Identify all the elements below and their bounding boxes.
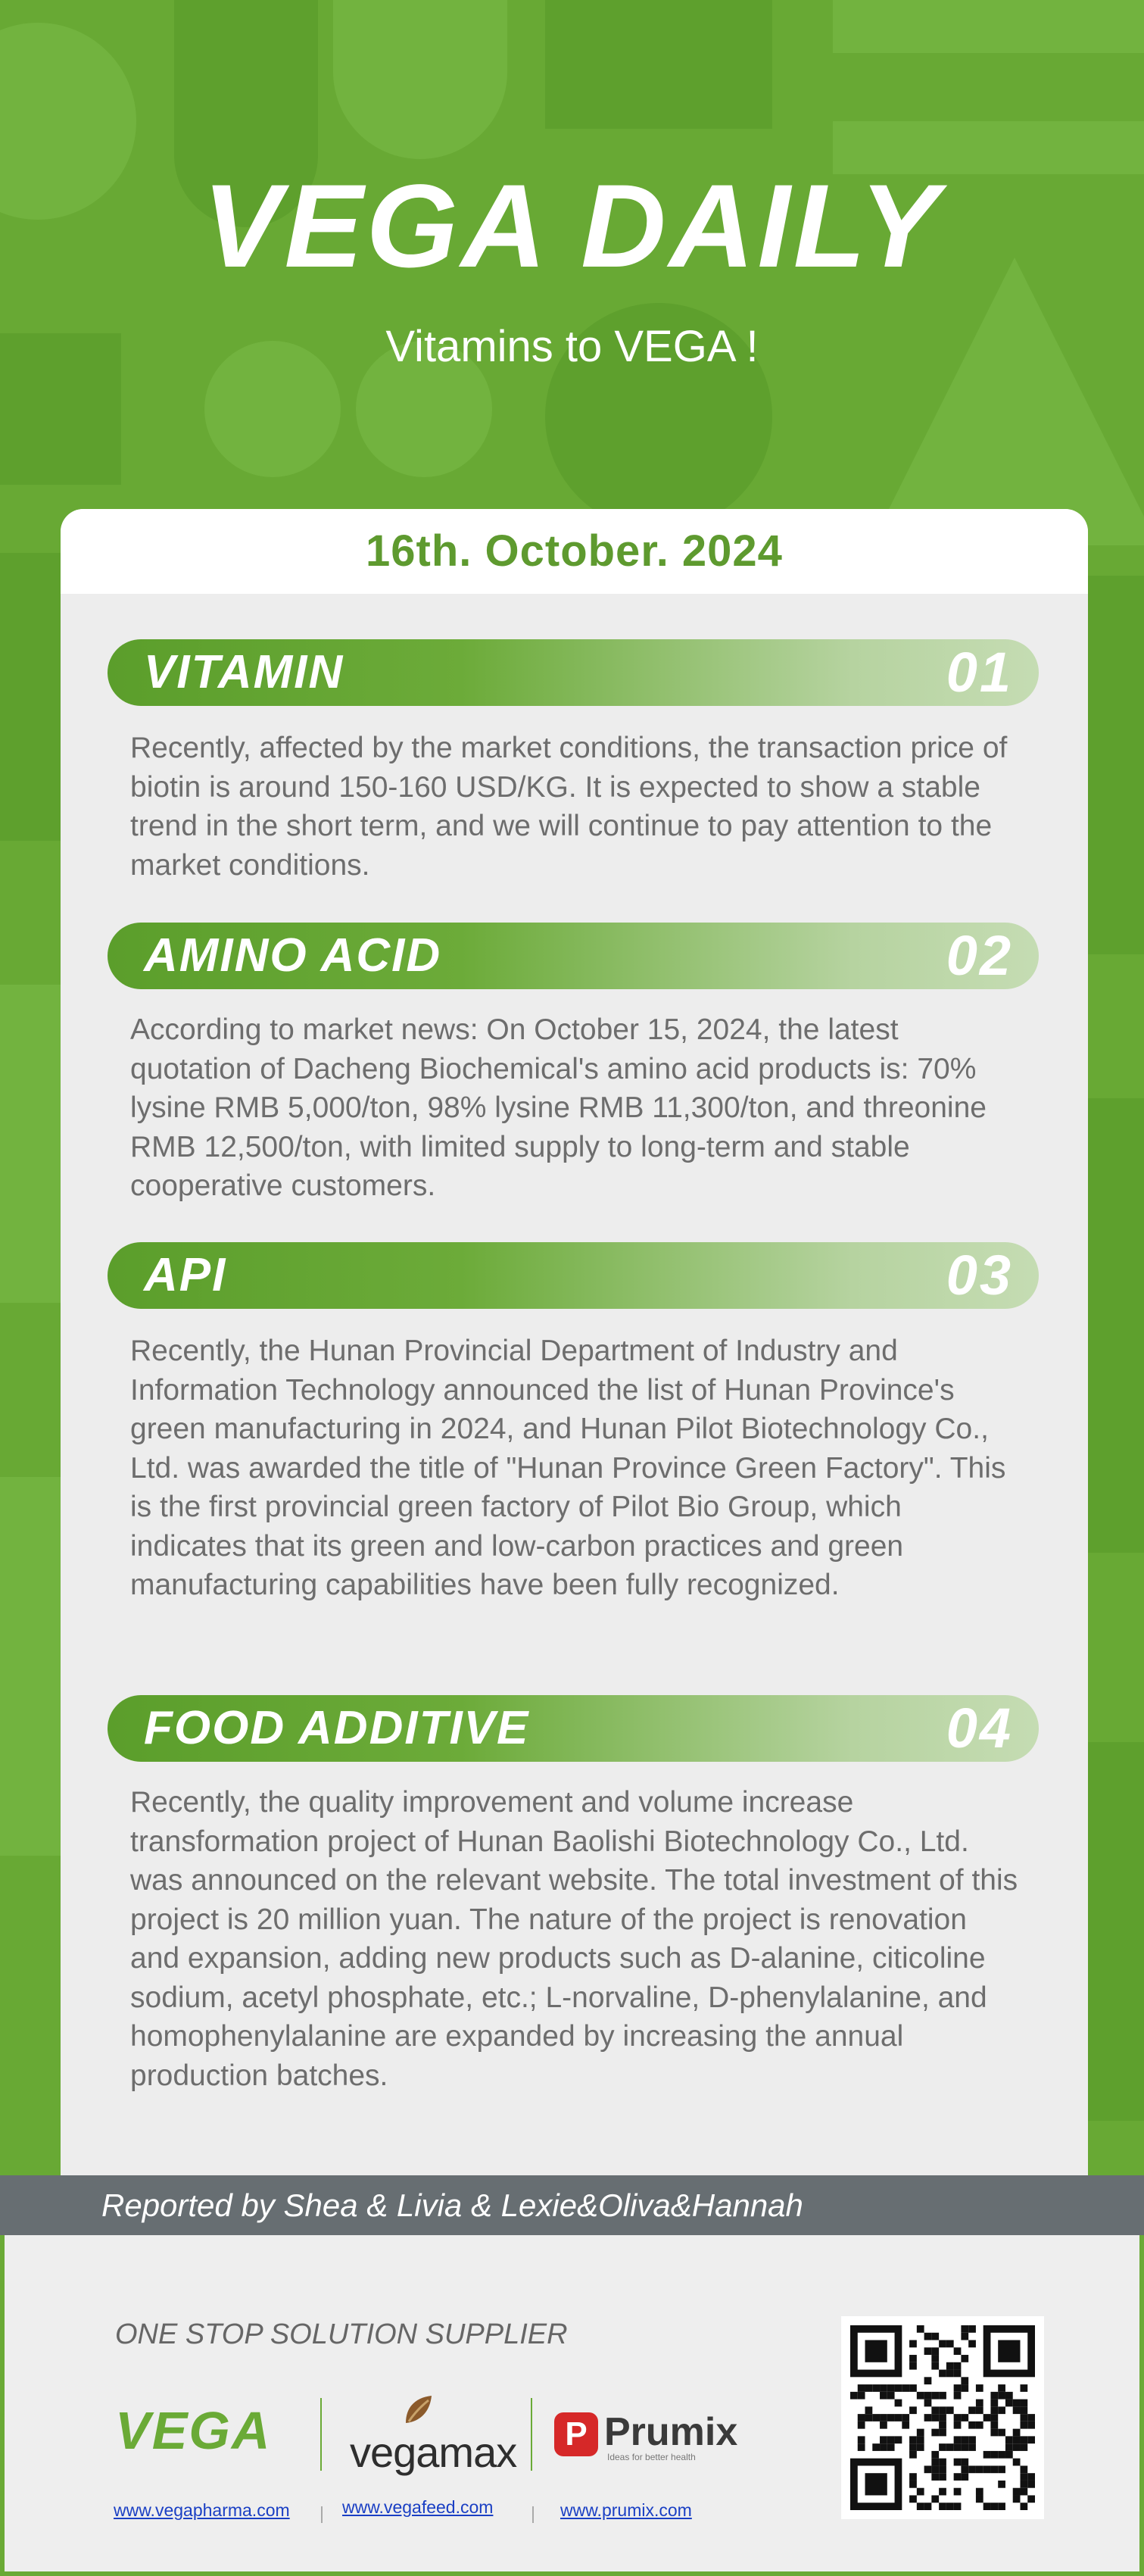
section-body-food-additive: Recently, the quality improvement and volume increase transformation project of Hunan Baolishi Biotechnology Co., Ltd. was announced on the relevant website. The total investment of this project is 20 million yuan. The nature of the project is renovation and expansion, adding new products such as D-alanine, citicoline sodium, acetyl phosphate, etc.; L-norvaline, D-phenylalanine, and homophenylalanine are expanded by increasing the annual production batches.: [130, 1786, 1018, 2092]
section-body-api: Recently, the Hunan Provincial Department of Industry and Information Technology announced the list of Hunan Province's green manufacturing in 2024, and Hunan Pilot Biotechnology Co., Ltd. was awarded the title of "Hunan Province Green Factory". This is the first provincial green factory of Pilot Bio Group, which indicates that its green and low-carbon practices and green manufacturing capabilities have been fully recognized.: [130, 1335, 1006, 1601]
section-header-vitamin: [108, 639, 1039, 706]
prumix-p-icon: P: [554, 2412, 598, 2456]
section-body-vitamin: Recently, affected by the market conditions, the transaction price of biotin is around 150-160 USD/KG. It is expected to show a stable trend in the short term, and we will continue to pay attention to the market conditions.: [130, 732, 1008, 882]
vegamax-logo: [344, 2393, 517, 2476]
section-header-amino-acid: [108, 923, 1039, 989]
vegafeed-link[interactable]: www.vegafeed.com: [342, 2497, 494, 2517]
newsletter-subtitle: Vitamins to VEGA !: [385, 322, 759, 371]
section-title: AMINO ACID: [144, 929, 442, 982]
newsletter-title: VEGA DAILY: [202, 161, 942, 292]
section-header-api: [108, 1242, 1039, 1309]
vegamax-wordmark: vegamax: [350, 2428, 517, 2476]
section-title: API: [144, 1249, 227, 1301]
section-number: 04: [946, 1697, 1013, 1759]
logo-divider: [531, 2398, 532, 2471]
logo-divider: [320, 2398, 322, 2471]
section-number: 02: [946, 924, 1013, 987]
supplier-slogan: ONE STOP SOLUTION SUPPLIER: [115, 2318, 568, 2350]
qr-code-pattern: [850, 2325, 1035, 2510]
content-card: [61, 509, 1088, 2183]
reporter-credit: Reported by Shea & Livia & Lexie&Oliva&Hannah: [101, 2187, 803, 2223]
prumix-link[interactable]: www.prumix.com: [560, 2500, 692, 2520]
vegapharma-link[interactable]: www.vegapharma.com: [114, 2500, 290, 2520]
prumix-tagline: Ideas for better health: [607, 2452, 696, 2462]
section-number: 03: [946, 1244, 1013, 1307]
section-number: 01: [946, 641, 1013, 704]
vega-logo: VEGA: [115, 2401, 272, 2460]
qr-code: [841, 2316, 1044, 2519]
section-title: FOOD ADDITIVE: [144, 1702, 530, 1754]
leaf-icon: [398, 2393, 439, 2426]
prumix-wordmark: Prumix: [604, 2410, 738, 2454]
section-body-amino-acid: According to market news: On October 15, 2024, the latest quotation of Dacheng Biochemical's amino acid products is: 70% lysine RMB 5,000/ton, 98% lysine RMB 11,300/ton, and threonine RMB 12,500/ton, with limited supply to long-term and stable cooperative customers.: [130, 1013, 987, 1202]
prumix-logo: [554, 2406, 738, 2467]
reporter-bar: [0, 2175, 1144, 2235]
issue-date: 16th. October. 2024: [366, 526, 783, 576]
section-header-food-additive: [108, 1695, 1039, 1762]
section-title: VITAMIN: [144, 646, 344, 698]
link-separator: [321, 2506, 323, 2523]
link-separator: [532, 2506, 534, 2523]
footer: [0, 2235, 1144, 2576]
